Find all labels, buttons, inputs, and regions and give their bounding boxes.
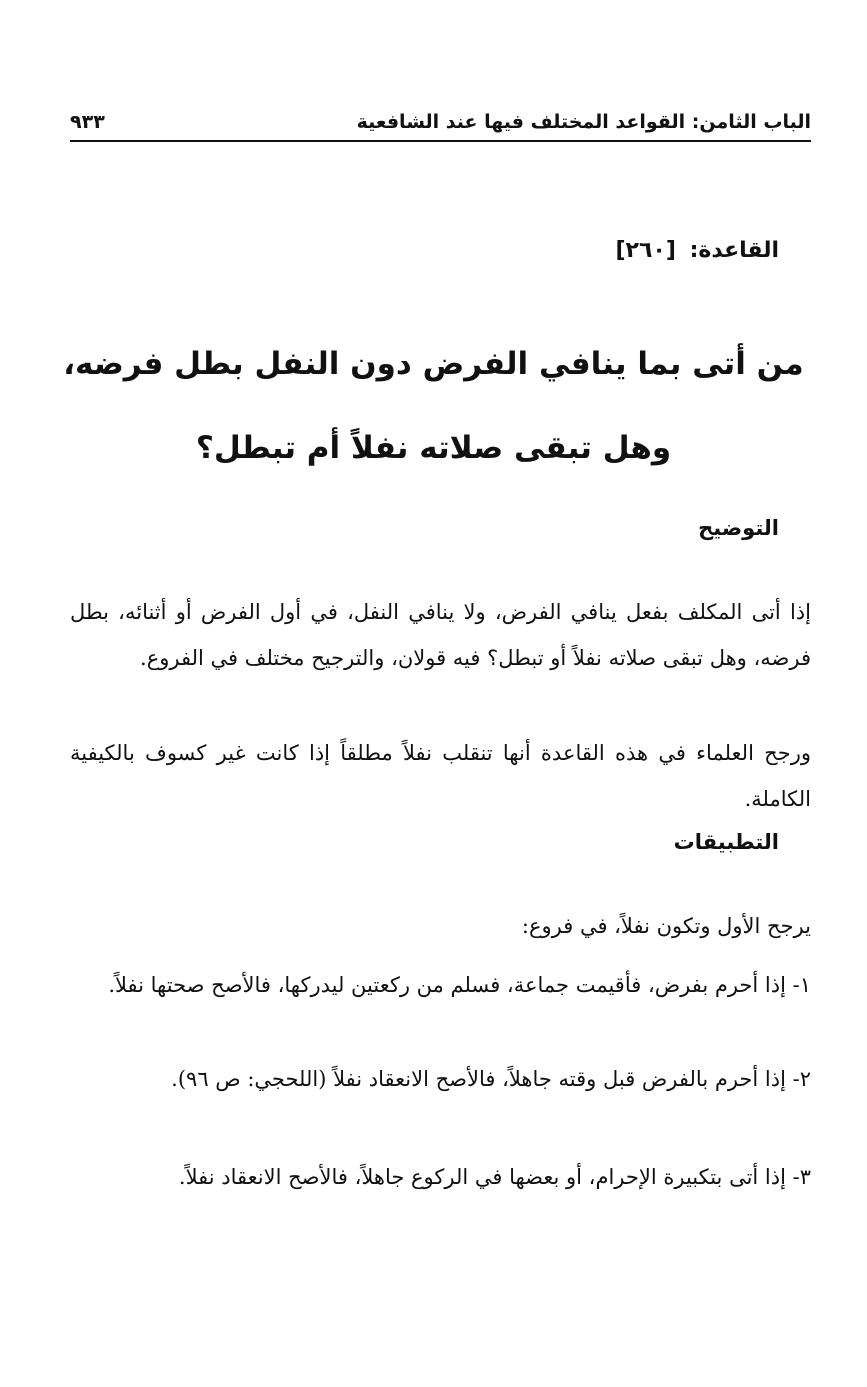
applications-heading: التطبيقات (673, 830, 779, 854)
rule-title-line-1: من أتى بما ينافي الفرض دون النفل بطل فرضه، (63, 346, 804, 382)
application-item-3: ٣- إذا أتى بتكبيرة الإحرام، أو بعضها في الركوع جاهلاً، فالأصح الانعقاد نفلاً. (178, 1165, 811, 1189)
applications-intro: يرجح الأول وتكون نفلاً، في فروع: (521, 914, 811, 938)
page-number: ٩٣٣ (70, 111, 105, 133)
application-item-2: ٢- إذا أحرم بالفرض قبل وقته جاهلاً، فالأصح الانعقاد نفلاً (اللحجي: ص ٩٦). (171, 1067, 811, 1091)
explanation-paragraph-2: ورجح العلماء في هذه القاعدة أنها تنقلب نفلاً مطلقاً إذا كانت غير كسوف بالكيفية الكاملة. (70, 741, 811, 811)
explanation-paragraph-1: إذا أتى المكلف بفعل ينافي الفرض، ولا ينافي النفل، في أول الفرض أو أثنائه، بطل فرضه، وهل تبقى صلاته نفلاً أو تبطل؟ فيه قولان، والترجيح مختلف في الفروع. (70, 600, 811, 670)
chapter-title: الباب الثامن: القواعد المختلف فيها عند الشافعية (356, 111, 811, 133)
rule-label: القاعدة: (689, 238, 779, 263)
rule-title-line-2: وهل تبقى صلاته نفلاً أم تبطل؟ (195, 430, 672, 466)
explanation-heading: التوضيح (698, 516, 779, 540)
application-item-1: ١- إذا أحرم بفرض، فأقيمت جماعة، فسلم من ركعتين ليدركها، فالأصح صحتها نفلاً. (108, 973, 811, 997)
rule-number-value: [٢٦٠] (615, 238, 676, 263)
running-header (70, 104, 811, 142)
rule-number (615, 238, 779, 263)
